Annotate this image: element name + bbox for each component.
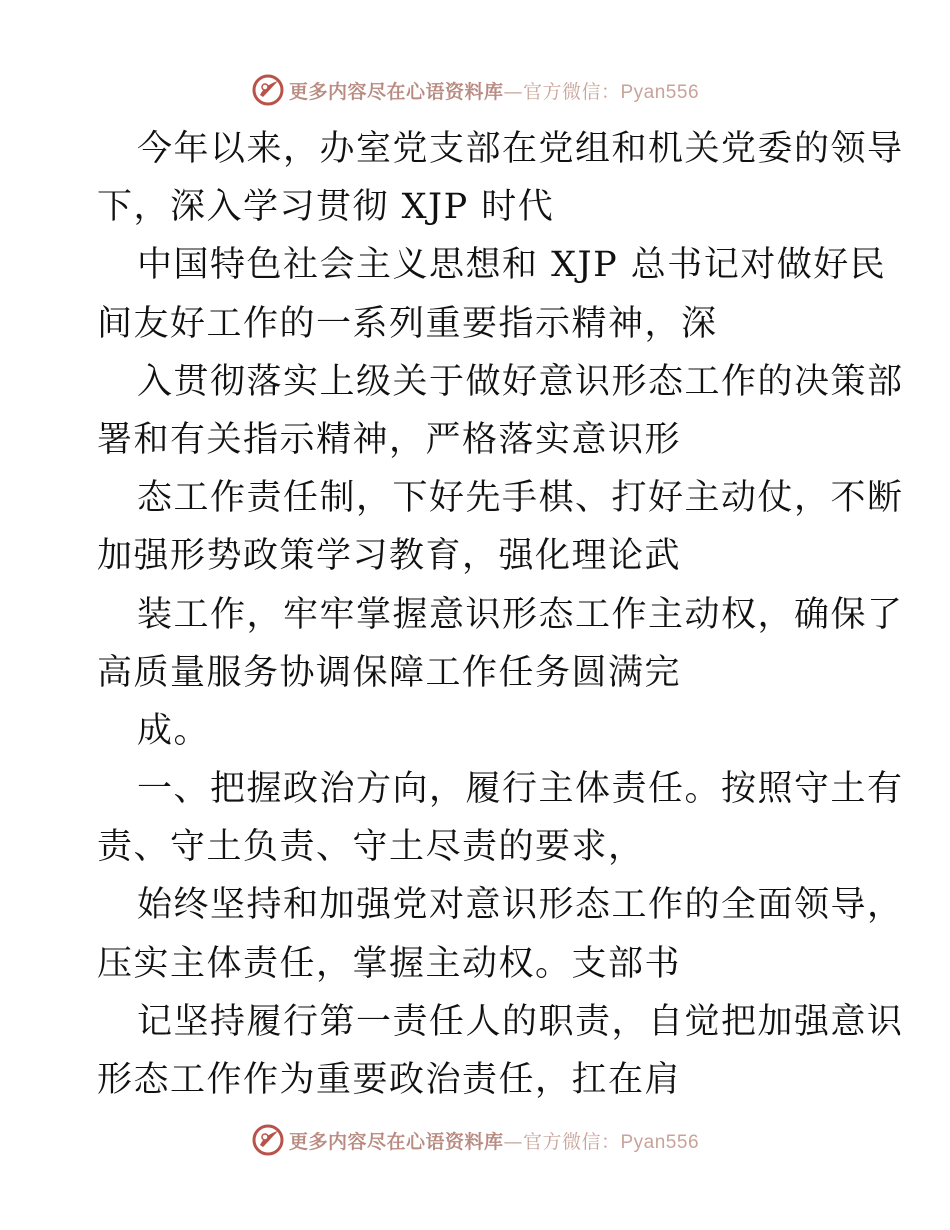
text-line: 中国特色社会主义思想和 XJP 总书记对做好民 (137, 245, 887, 286)
watermark-contact: 官方微信： (522, 1130, 621, 1153)
text-line: 署和有关指示精神，严格落实意识形 (97, 419, 682, 460)
text-line: 态工作责任制，下好先手棋、打好主动仗，不断 (137, 478, 904, 519)
text-line: 装工作，牢牢掌握意识形态工作主动权，确保了 (137, 594, 904, 635)
text-line: 高质量服务协调保障工作任务圆满完 (97, 652, 682, 693)
watermark-id: Pyan556 (620, 81, 700, 103)
text-line: 记坚持履行第一责任人的职责，自觉把加强意识 (137, 1001, 904, 1042)
text-line: 成。 (137, 710, 211, 751)
text-line: 加强形势政策学习教育，强化理论武 (97, 536, 682, 577)
brand-logo-icon (251, 73, 285, 107)
text-line: 压实主体责任，掌握主动权。支部书 (97, 943, 682, 984)
watermark-text (289, 1127, 699, 1154)
text-line: 责、守土负责、守土尽责的要求， (97, 827, 645, 868)
text-line: 今年以来，办室党支部在党组和机关党委的领导 (137, 129, 904, 169)
brand-logo-icon (251, 1123, 285, 1157)
watermark-brand: 更多内容尽在心语资料库 (288, 1130, 504, 1153)
text-line: 下，深入学习贯彻 XJP 时代 (97, 187, 555, 228)
text-line: 形态工作作为重要政治责任，扛在肩 (97, 1060, 682, 1100)
watermark-text (289, 77, 699, 104)
footer-watermark (0, 1120, 950, 1160)
watermark-brand: 更多内容尽在心语资料库 (288, 80, 504, 103)
text-line: 始终坚持和加强党对意识形态工作的全面领导， (137, 885, 904, 926)
text-line: 间友好工作的一系列重要指示精神，深 (97, 303, 718, 344)
watermark-contact: 官方微信： (522, 80, 621, 103)
watermark-id: Pyan556 (620, 1131, 700, 1153)
document-body (97, 120, 904, 1109)
text-line: 一、把握政治方向，履行主体责任。按照守土有 (137, 769, 904, 810)
text-line: 入贯彻落实上级关于做好意识形态工作的决策部 (137, 361, 904, 402)
watermark-separator: — (503, 1130, 523, 1153)
header-watermark (0, 70, 950, 110)
watermark-separator: — (503, 80, 523, 103)
